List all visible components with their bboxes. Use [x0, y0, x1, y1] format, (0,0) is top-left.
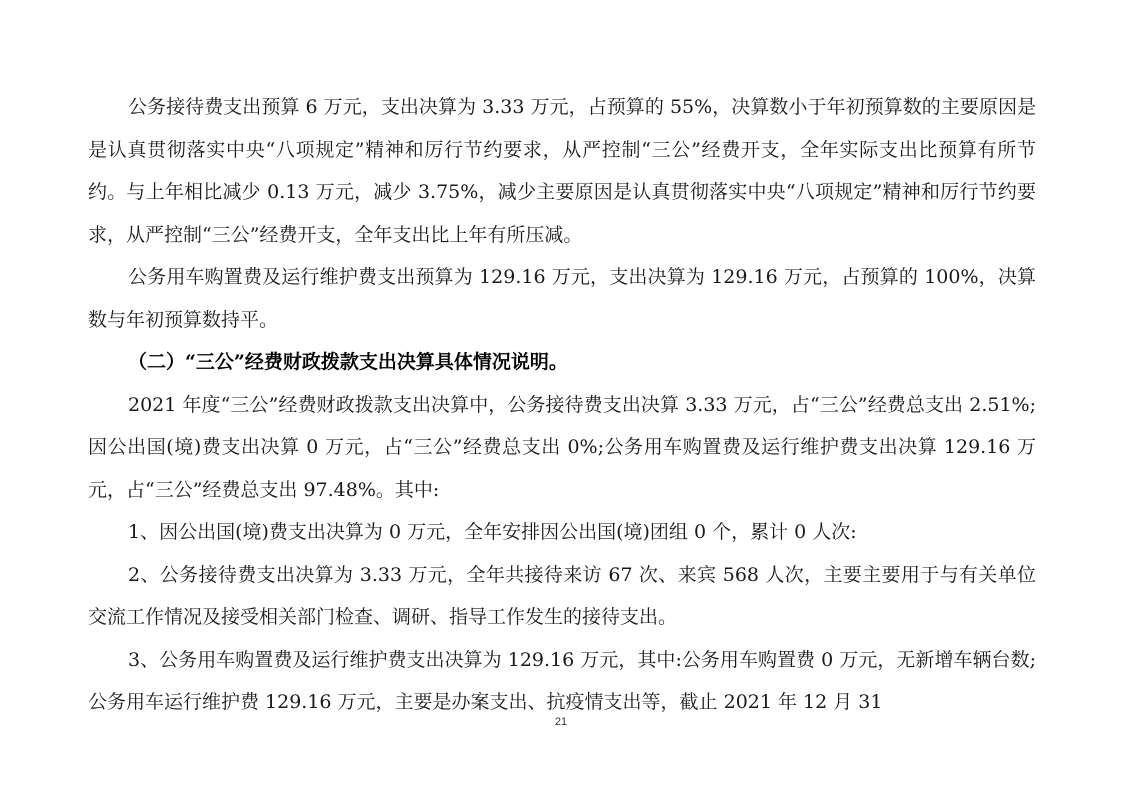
list-item-overseas: 1、因公出国(境)费支出决算为 0 万元，全年安排因公出国(境)团组 0 个，累计 0 人次: — [128, 521, 857, 543]
paragraph-summary: 2021 年度“三公”经费财政拨款支出决算中，公务接待费支出决算 3.33 万元，占“三公”经费总支出 2.51%;因公出国(境)费支出决算 0 万元，占“三公”经费总支出 0%;公务用车购置费及运行维护费支出决算 129.16 万元，占“三公”经费总支出 97.48%。其中: — [88, 393, 1036, 501]
list-item-reception: 2、公务接待费支出决算为 3.33 万元，全年共接待来访 67 次、来宾 568 人次，主要主要用于与有关单位交流工作情况及接受相关部门检查、调研、指导工作发生的接待支出。 — [88, 563, 1036, 628]
page-number: 21 — [554, 716, 568, 728]
document-body — [88, 86, 1036, 724]
list-item-vehicle: 3、公务用车购置费及运行维护费支出决算为 129.16 万元，其中:公务用车购置费 0 万元，无新增车辆台数;公务用车运行维护费 129.16 万元，主要是办案支出、抗疫情支出等，截止 2021 年 12 月 31 — [88, 648, 1036, 713]
section-heading: （二）“三公”经费财政拨款支出决算具体情况说明。 — [128, 351, 568, 373]
paragraph-vehicle-expense: 公务用车购置费及运行维护费支出预算为 129.16 万元，支出决算为 129.16 万元，占预算的 100%，决算数与年初预算数持平。 — [88, 266, 1036, 331]
paragraph-reception-expense: 公务接待费支出预算 6 万元，支出决算为 3.33 万元，占预算的 55%，决算数小于年初预算数的主要原因是是认真贯彻落实中央“八项规定”精神和厉行节约要求，从严控制“三公”经费开支，全年实际支出比预算有所节约。与上年相比减少 0.13 万元，减少 3.75%，减少主要原因是认真贯彻落实中央“八项规定”精神和厉行节约要求，从严控制“三公”经费开支，全年支出比上年有所压减。 — [88, 96, 1036, 246]
